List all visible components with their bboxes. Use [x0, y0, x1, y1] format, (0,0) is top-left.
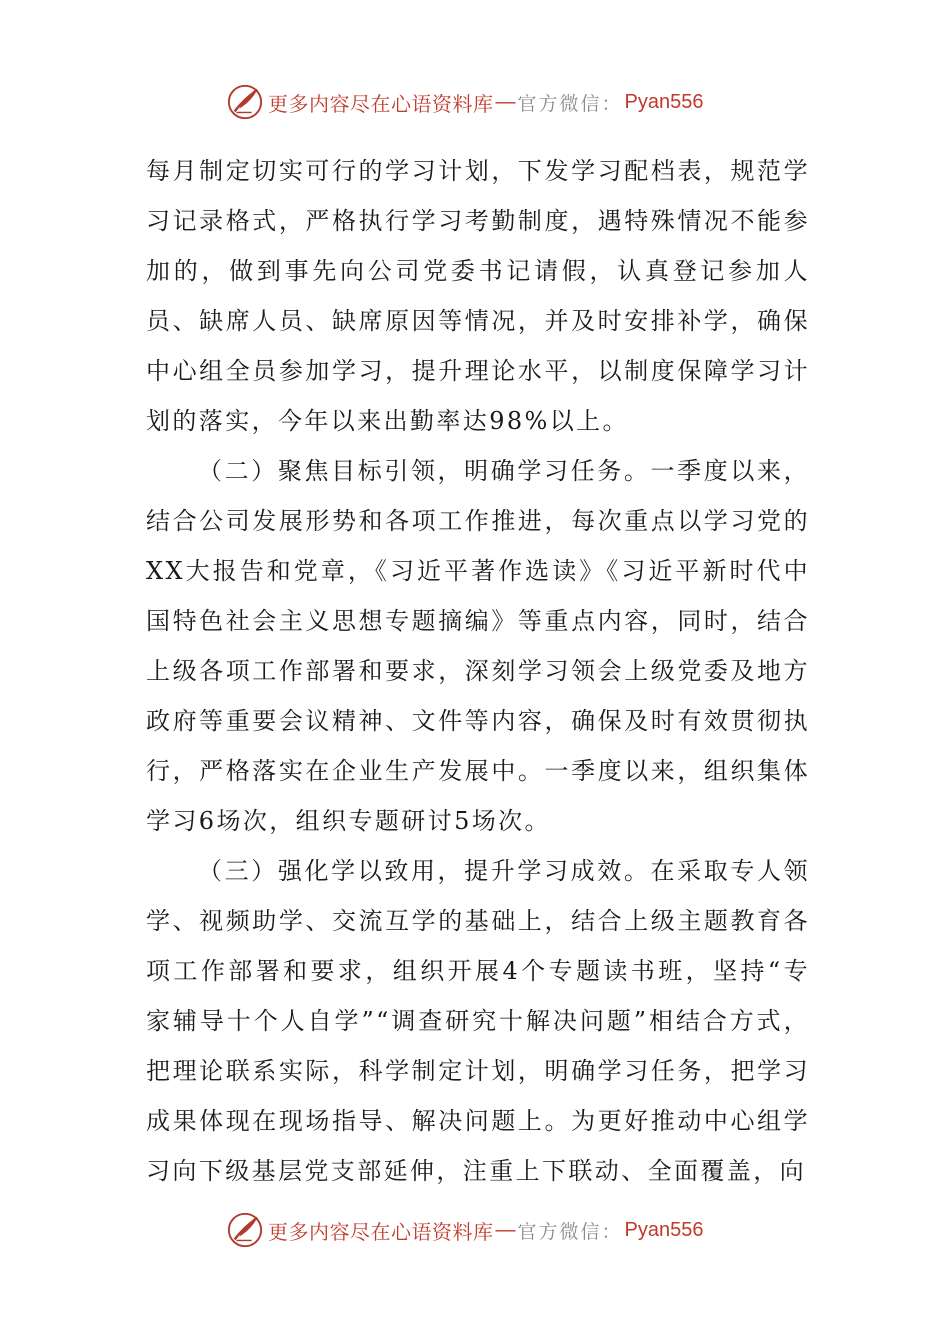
site-name: 更多内容尽在心语资料库 [268, 1219, 494, 1244]
paragraph: （三）强化学以致用，提升学习成效。在采取专人领学、视频助学、交流互学的基础上，结合上级主题教育各项工作部署和要求，组织开展4个专题读书班，坚持“专家辅导十个人自学”“调查研究十解决问题”相结合方式，把理论联系实际，科学制定计划，明确学习任务，把学习成果体现在现场指导、解决问题上。为更好推动中心组学习向下级基层党支部延伸，注重上下联动、全面覆盖，向 [146, 857, 810, 1185]
quill-logo-icon [226, 1211, 264, 1249]
document-body [146, 146, 810, 1196]
official-label: 官方微信： [517, 92, 623, 115]
banner-separator: — [495, 1218, 516, 1241]
site-name: 更多内容尽在心语资料库 [268, 91, 494, 116]
footer-banner [226, 1208, 703, 1252]
wechat-id: Pyan556 [624, 90, 704, 113]
header-banner [226, 80, 703, 124]
paragraph: （二）聚焦目标引领，明确学习任务。一季度以来，结合公司发展形势和各项工作推进，每次重点以学习党的XX大报告和党章，《习近平著作选读》《习近平新时代中国特色社会主义思想专题摘编》等重点内容，同时，结合上级各项工作部署和要求，深刻学习领会上级党委及地方政府等重要会议精神、文件等内容，确保及时有效贯彻执行，严格落实在企业生产发展中。一季度以来，组织集体学习6场次，组织专题研讨5场次。 [146, 457, 810, 835]
quill-logo-icon [226, 83, 264, 121]
official-label: 官方微信： [517, 1220, 623, 1243]
paragraph: 每月制定切实可行的学习计划，下发学习配档表，规范学习记录格式，严格执行学习考勤制度，遇特殊情况不能参加的，做到事先向公司党委书记请假，认真登记参加人员、缺席人员、缺席原因等情况，并及时安排补学，确保中心组全员参加学习，提升理论水平，以制度保障学习计划的落实，今年以来出勤率达98%以上。 [146, 157, 810, 435]
banner-separator: — [495, 90, 516, 113]
wechat-id: Pyan556 [624, 1218, 704, 1241]
